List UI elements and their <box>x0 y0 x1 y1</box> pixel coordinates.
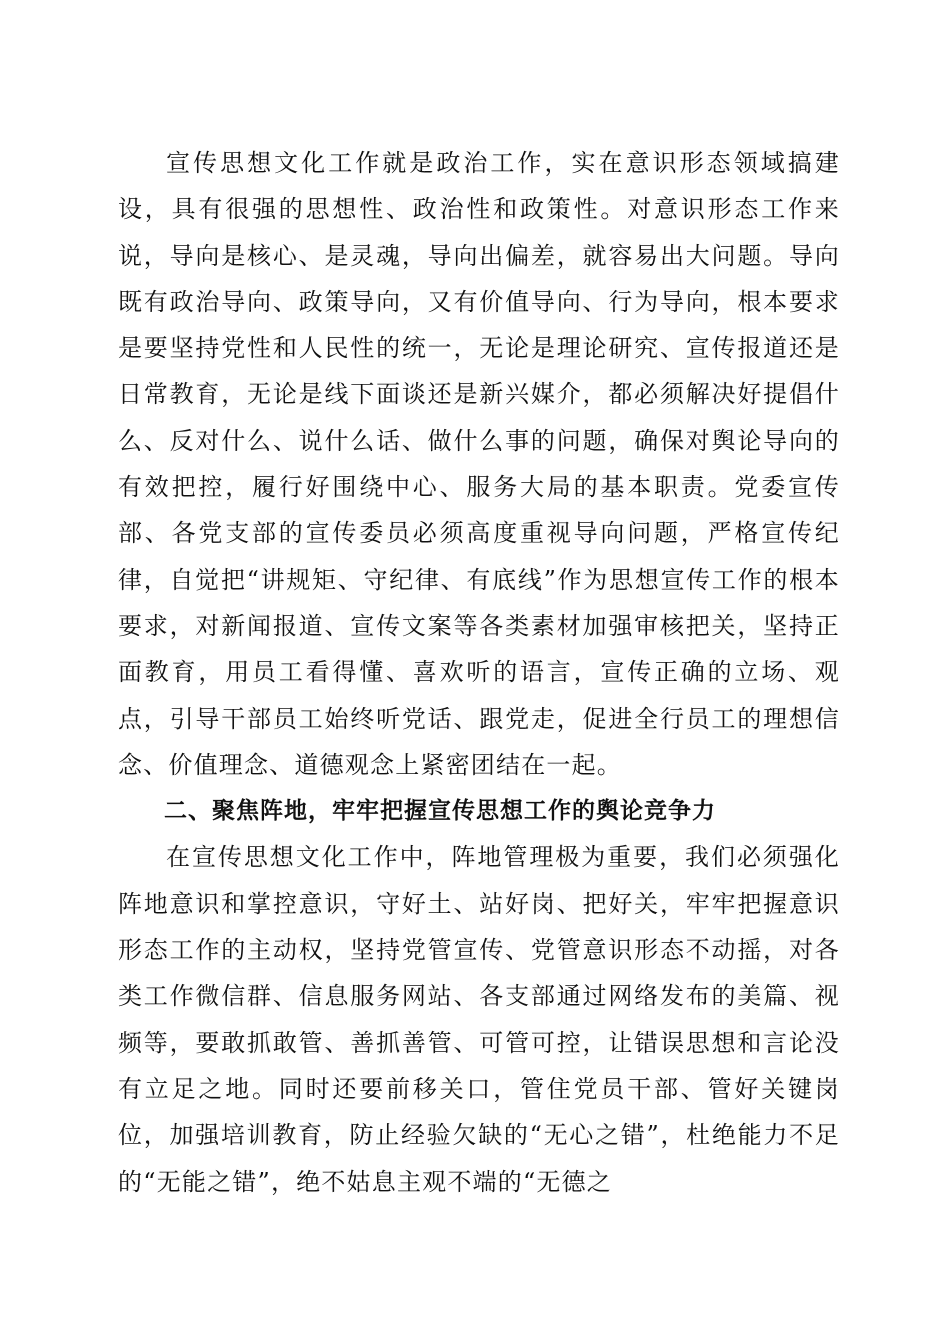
body-paragraph-2: 在宣传思想文化工作中，阵地管理极为重要，我们必须强化阵地意识和掌控意识，守好土、站好岗、把好关，牢牢把握意识形态工作的主动权，坚持党管宣传、党管意识形态不动摇，对各类工作微信群、信息服务网站、各支部通过网络发布的美篇、视频等，要敢抓敢管、善抓善管、可管可控，让错误思想和言论没有立足之地。同时还要前移关口，管住党员干部、管好关键岗位，加强培训教育，防止经验欠缺的“无心之错”，杜绝能力不足的“无能之错”，绝不姑息主观不端的“无德之 <box>118 843 840 1196</box>
document-body <box>118 140 840 1205</box>
section-heading-2: 二、聚焦阵地，牢牢把握宣传思想工作的舆论竞争力 <box>164 798 716 825</box>
body-paragraph-1: 宣传思想文化工作就是政治工作，实在意识形态领域搞建设，具有很强的思想性、政治性和政策性。对意识形态工作来说，导向是核心、是灵魂，导向出偏差，就容易出大问题。导向既有政治导向、政策导向，又有价值导向、行为导向，根本要求是要坚持党性和人民性的统一，无论是理论研究、宣传报道还是日常教育，无论是线下面谈还是新兴媒介，都必须解决好提倡什么、反对什么、说什么话、做什么事的问题，确保对舆论导向的有效把控，履行好围绕中心、服务大局的基本职责。党委宣传部、各党支部的宣传委员必须高度重视导向问题，严格宣传纪律，自觉把“讲规矩、守纪律、有底线”作为思想宣传工作的根本要求，对新闻报道、宣传文案等各类素材加强审核把关，坚持正面教育，用员工看得懂、喜欢听的语言，宣传正确的立场、观点，引导干部员工始终听党话、跟党走，促进全行员工的理想信念、价值理念、道德观念上紧密团结在一起。 <box>118 149 840 779</box>
